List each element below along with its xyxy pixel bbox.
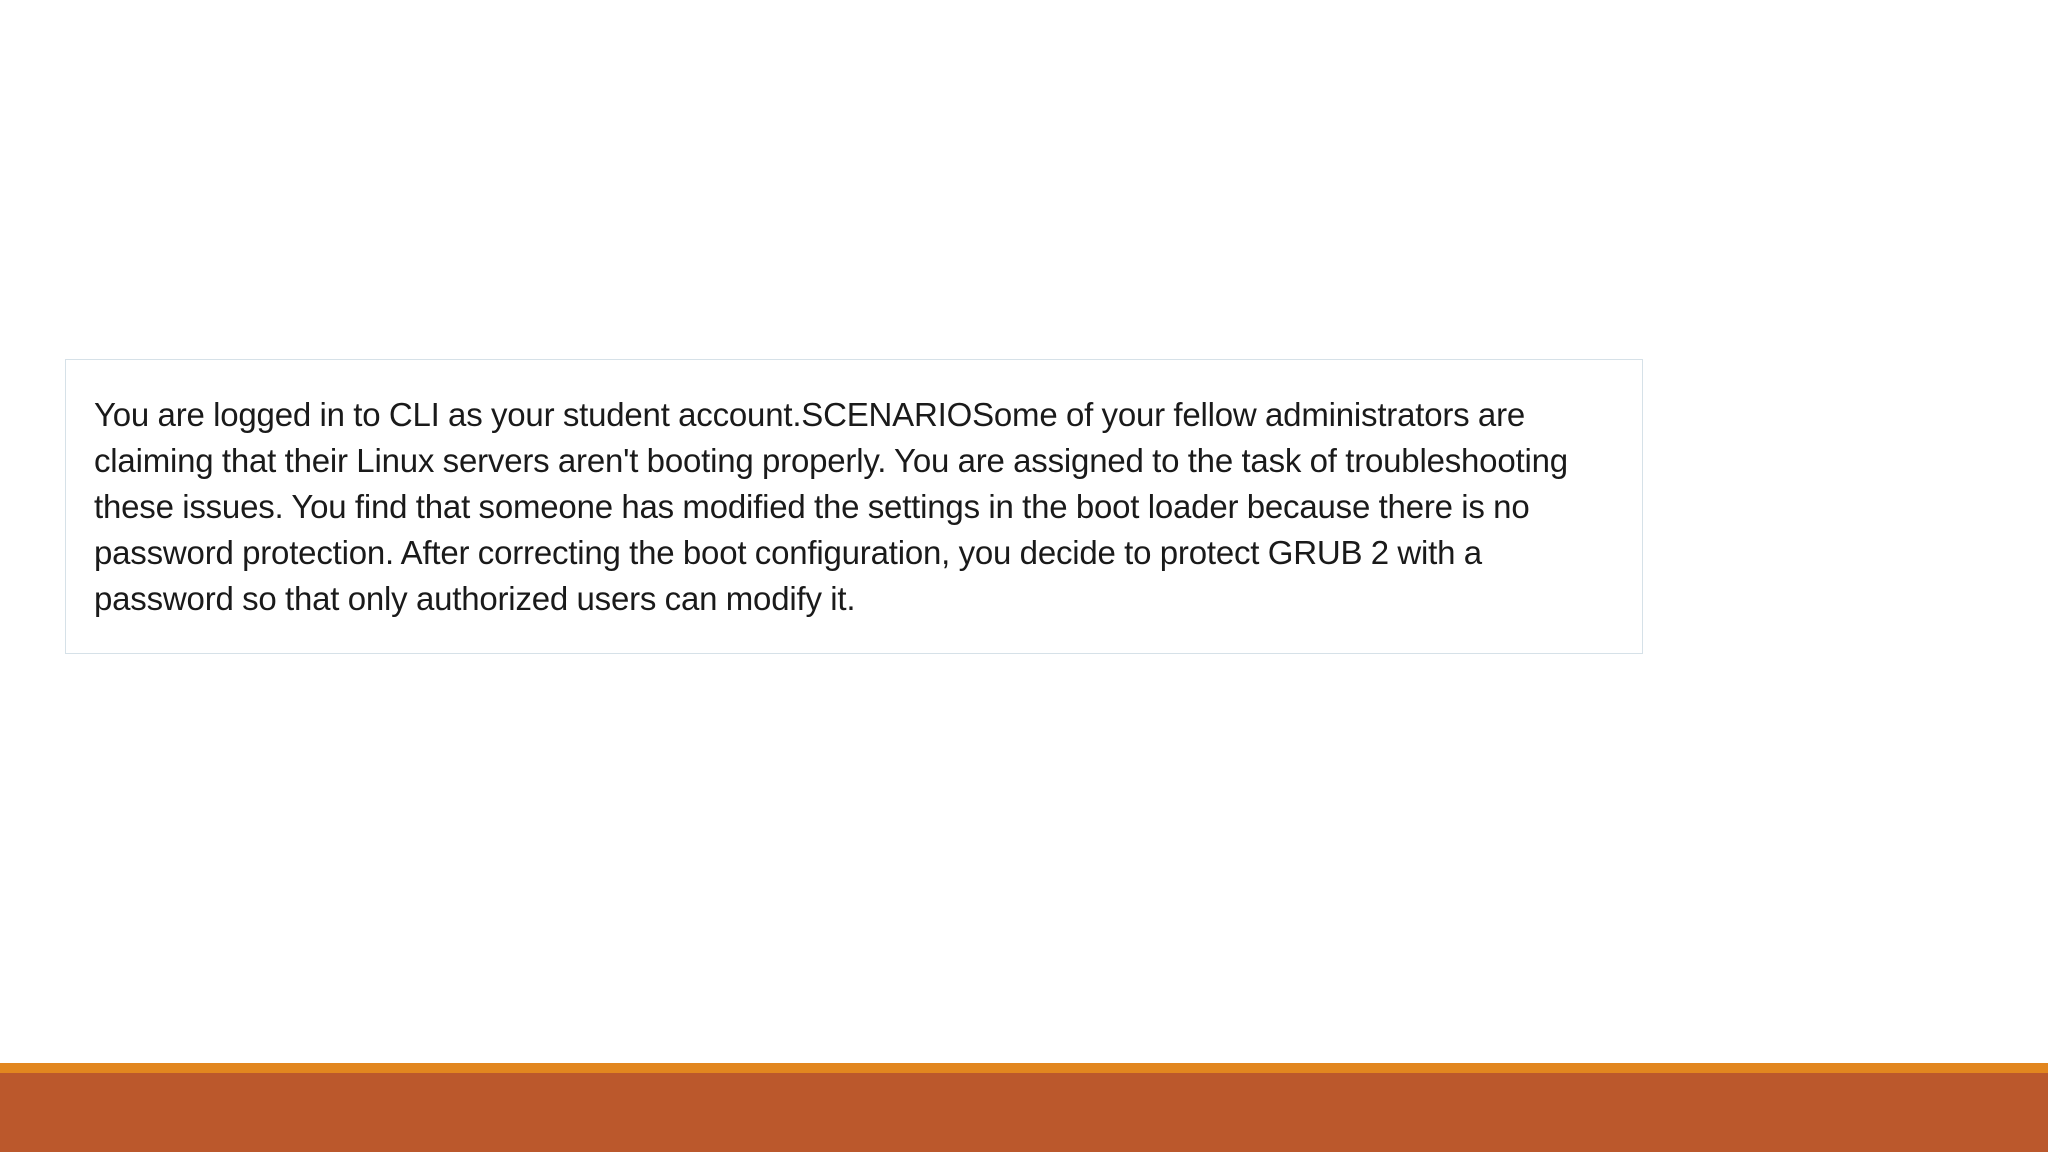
footer-accent-stripe	[0, 1063, 2048, 1073]
footer-band	[0, 1073, 2048, 1152]
scenario-text: You are logged in to CLI as your student account.SCENARIOSome of your fellow administrators are claiming that their Linux servers aren't booting properly. You are assigned to the task of troubleshooting these issues. You find that someone has modified the settings in the boot loader because there is no password protection. After correcting the boot configuration, you decide to protect GRUB 2 with a password so that only authorized users can modify it.	[94, 396, 1568, 617]
scenario-text-box	[65, 359, 1643, 654]
